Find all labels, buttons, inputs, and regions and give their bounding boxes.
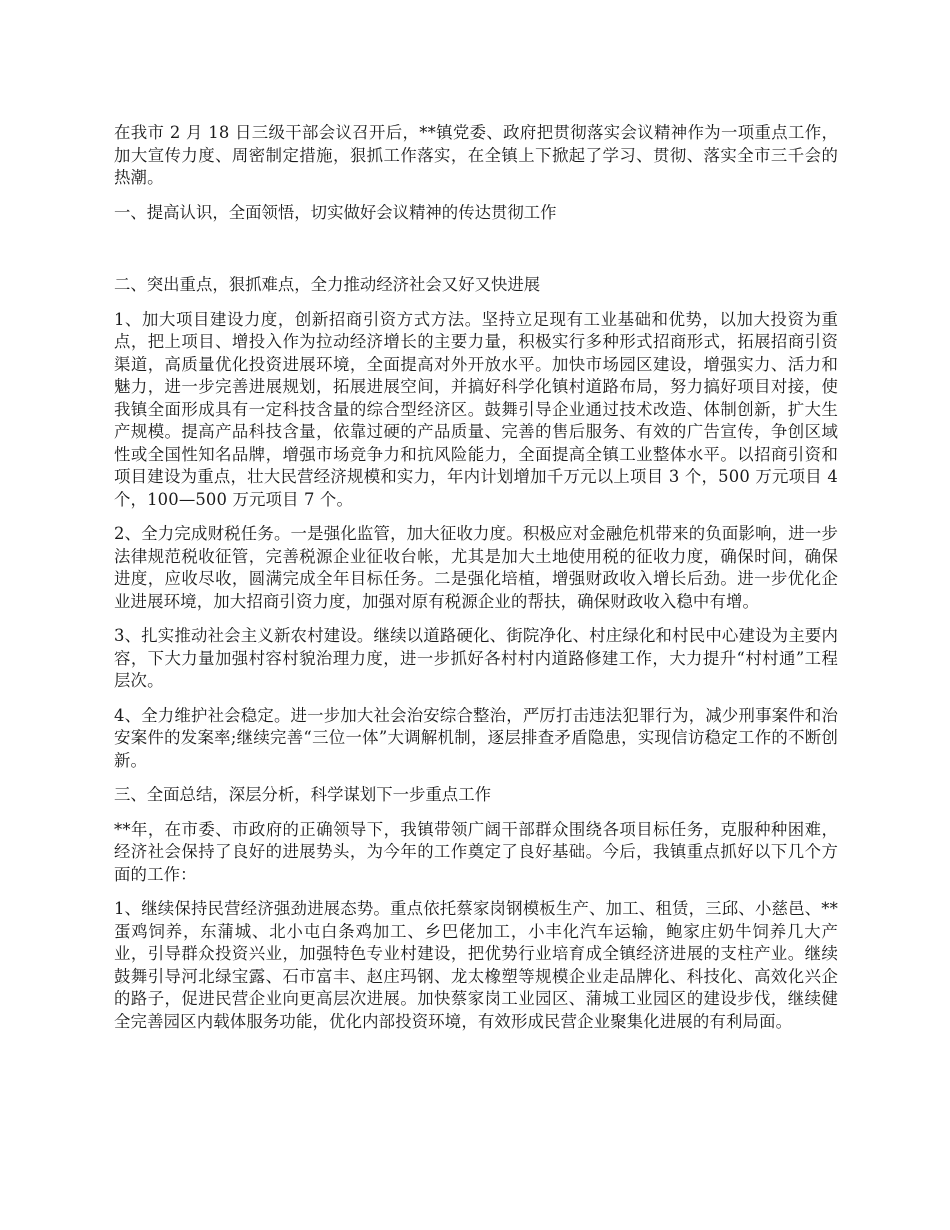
paragraph-item-3: 3、扎实推动社会主义新农村建设。继续以道路硬化、街院净化、村庄绿化和村民中心建设为主要内容，下大力量加强村容村貌治理力度，进一步抓好各村村内道路修建工作，大力提升“村村通”工程层次。 [114,626,838,690]
document-body [114,122,838,1045]
section-heading-3: 三、全面总结，深层分析，科学谋划下一步重点工作 [114,785,491,804]
summary-paragraph: **年，在市委、市政府的正确领导下，我镇带领广阔干部群众围绕各项目标任务，克服种种困难，经济社会保持了良好的进展势头，为今年的工作奠定了良好基础。今后，我镇重点抓好以下几个方面的工作： [114,819,838,884]
paragraph-item-1: 1、加大项目建设力度，创新招商引资方式方法。坚持立足现有工业基础和优势，以加大投资为重点，把上项目、增投入作为拉动经济增长的主要力量，积极实行多种形式招商形式，拓展招商引资渠道，高质量优化投资进展环境，全面提高对外开放水平。加快市场园区建设，增强实力、活力和魅力，进一步完善进展规划，拓展进展空间，并搞好科学化镇村道路布局，努力搞好项目对接，使我镇全面形成具有一定科技含量的综合型经济区。鼓舞引导企业通过技术改造、体制创新，扩大生产规模。提高产品科技含量，依靠过硬的产品质量、完善的售后服务、有效的广告宣传，争创区域性或全国性知名品牌，增强市场竞争力和抗风险能力，全面提高全镇工业整体水平。以招商引资和项目建设为重点，壮大民营经济规模和实力，年内计划增加千万元以上项目 3 个，500 万元项目 4 个，100—500 万元项目 7 个。 [114,309,838,509]
paragraph-item-4: 4、全力维护社会稳定。进一步加大社会治安综合整治，严厉打击违法犯罪行为，减少刑事案件和治安案件的发案率;继续完善“三位一体”大调解机制，逐层排查矛盾隐患，实现信访稳定工作的不断创新。 [114,705,838,770]
intro-paragraph: 在我市 2 月 18 日三级干部会议召开后，**镇党委、政府把贯彻落实会议精神作为一项重点工作，加大宣传力度、周密制定措施，狠抓工作落实，在全镇上下掀起了学习、贯彻、落实全市三千会的热潮。 [114,123,838,187]
blank-space [114,236,838,274]
paragraph-plan-1: 1、继续保持民营经济强劲进展态势。重点依托蔡家岗钢模板生产、加工、租赁，三邱、小慈邑、**蛋鸡饲养，东蒲城、北小屯白条鸡加工、乡巴佬加工，小丰化汽车运输，鲍家庄奶牛饲养几大产业，引导群众投资兴业，加强特色专业村建设，把优势行业培育成全镇经济进展的支柱产业。继续鼓舞引导河北绿宝露、石市富丰、赵庄玛钢、龙太橡塑等规模企业走品牌化、科技化、高效化兴企的路子，促进民营企业向更高层次进展。加快蔡家岗工业园区、蒲城工业园区的建设步伐，继续健全完善园区内载体服务功能，优化内部投资环境，有效形成民营企业聚集化进展的有利局面。 [114,899,838,1031]
section-heading-1: 一、提高认识，全面领悟，切实做好会议精神的传达贯彻工作 [114,202,557,222]
section-heading-2: 二、突出重点，狠抓难点，全力推动经济社会又好又快进展 [114,275,541,294]
paragraph-item-2: 2、全力完成财税任务。一是强化监管，加大征收力度。积极应对金融危机带来的负面影响，进一步法律规范税收征管，完善税源企业征收台帐，尤其是加大土地使用税的征收力度，确保时间，确保进度，应收尽收，圆满完成全年目标任务。二是强化培植，增强财政收入增长后劲。进一步优化企业进展环境，加大招商引资力度，加强对原有税源企业的帮扶，确保财政收入稳中有增。 [114,524,838,611]
